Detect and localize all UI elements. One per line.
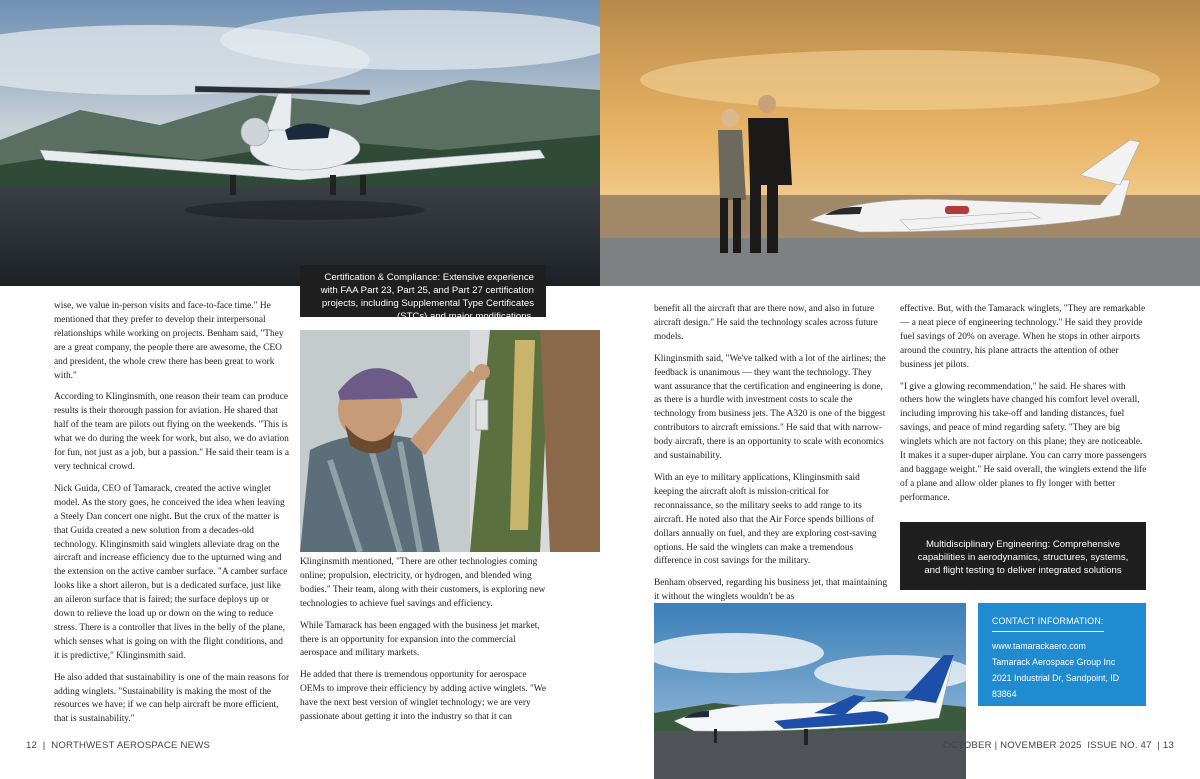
paragraph: He added that there is tremendous opportunity for aerospace OEMs to improve their efficiency by adding active winglets. "We have the next best version of winglet technology; we are very passionate about getting it into the industry so that it can (300, 670, 547, 723)
photo-technician-winglet (300, 330, 600, 552)
photo-jet-runway (0, 0, 600, 286)
contact-website-link[interactable]: www.tamarackaero.com (992, 641, 1086, 651)
footer-right-folio: OCTOBER | NOVEMBER 2025 ISSUE NO. 47 | 13 (943, 740, 1174, 751)
article-column-3 (654, 303, 890, 613)
paragraph: He also added that sustainability is one of the main reasons for adding winglets. "Sustainability is making the most of the resources we have; if we can help aircraft be more efficient, that is sustainability." (54, 672, 290, 725)
contact-info-box (978, 603, 1146, 715)
article-column-1 (54, 300, 290, 735)
paragraph: With an eye to military applications, Klinginsmith said keeping the aircraft aloft is mission-critical for reconnaissance, so the military seeks to add range to its aircraft. He noted also that the Air Force spends billions of dollars annually on fuel, and they are exploring cost-saving options. He said the winglets can make a tremendous difference in cost savings for the military. (654, 472, 877, 567)
caption-certification: Certification & Compliance: Extensive experience with FAA Part 23, Part 25, and Part 27 certification projects, including Supplemental Type Certificates (STCs) and major modifications. (300, 265, 546, 317)
article-column-4 (900, 303, 1148, 514)
paragraph: benefit all the aircraft that are there now, and also in future aircraft design." He said the technology scales across future models. (654, 304, 878, 342)
photo-blue-jet (654, 603, 966, 779)
contact-company: Tamarack Aerospace Group Inc (992, 657, 1116, 667)
caption-engineering: Multidisciplinary Engineering: Comprehensive capabilities in aerodynamics, structures, systems, and flight testing to deliver integrated solutions (900, 522, 1146, 590)
paragraph: "I give a glowing recommendation," he said. He shares with others how the winglets have changed his comfort level overall, including improving his take-off and landing distances, fuel savings, and peace of mind regarding safety. "They are big winglets which are not factory on this plane; they are noticeable. It makes it a super-duper airplane. You can carry more passengers and baggage weight." He said overall, the winglets extend the life of a plane and allow older planes to fly longer with better performance. (900, 381, 1147, 503)
contact-phone: (208) 255-4400 (992, 705, 1053, 715)
contact-address: 2021 Industrial Dr, Sandpoint, ID 83864 (992, 673, 1120, 699)
paragraph: Benham observed, regarding his business jet, that maintaining it without the winglets wouldn't be as (654, 578, 888, 603)
contact-title: CONTACT INFORMATION: (992, 613, 1104, 632)
paragraph: effective. But, with the Tamarack winglets, "They are remarkable — a neat piece of engineering technology." He said they provide fuel savings of 20% on average. When he stops in other airports around the country, his plane attracts the attention of other business jet pilots. (900, 304, 1146, 370)
footer-left-folio: 12 | NORTHWEST AEROSPACE NEWS (26, 740, 211, 751)
paragraph: Klinginsmith mentioned, "There are other technologies coming online; propulsion, electricity, or hydrogen, and blended wing bodies." Their team, along with their customers, is exploring new technologies to achieve fuel savings and efficiency. (300, 557, 546, 609)
paragraph: Nick Guida, CEO of Tamarack, created the active winglet model. As the story goes, he conceived the idea when leaving a Steely Dan concert one night. But the crux of the matter is that Guida created a new solution from a decades-old technology. Klinginsmith said winglets alleviate drag on the aircraft and increase efficiency due to the upturned wing and the extension on the active camber surface. "A camber surface looks like a short aileron, but is a dedicated surface, just like an aileron surface that is faired; the surface deploys up or down to relieve the load up or down on the wing to reduce stress. There is a controller that lives in the belly of the plane, which senses what is going on with the flight conditions, and it is predictive," Klinginsmith said. (54, 483, 288, 661)
paragraph: wise, we value in-person visits and face-to-face time." He mentioned that they prefer to develop their interpersonal relationships while working on projects. Benham said, "They are a great company, the people there are awesome, the CEO and president, the whole crew there has been great to work with." (54, 301, 284, 381)
paragraph: Klinginsmith said, "We've talked with a lot of the airlines; the feedback is unanimous — they want the technology. They want assurance that the certification and engineering is done, as there is a hurdle with investment costs to scale the technology from business jets. The A320 is one of the biggest contributors to aircraft emissions." He said that with narrow-body aircraft, there is an opportunity to scale with economics and sustainability. (654, 353, 886, 462)
photo-couple-sunset (600, 0, 1200, 286)
paragraph: While Tamarack has been engaged with the business jet market, there is an opportunity for expansion into the commercial aerospace and military markets. (300, 620, 540, 659)
article-column-2 (300, 556, 550, 733)
paragraph: According to Klinginsmith, one reason their team can produce results is their thorough passion for aviation. He shared that half of the team are pilots out flying on the weekends. "This is what we do during the week for work, but also, we do aviation for fun, not just as a job, but a passion." He said their team is a very technical crowd. (54, 392, 290, 472)
